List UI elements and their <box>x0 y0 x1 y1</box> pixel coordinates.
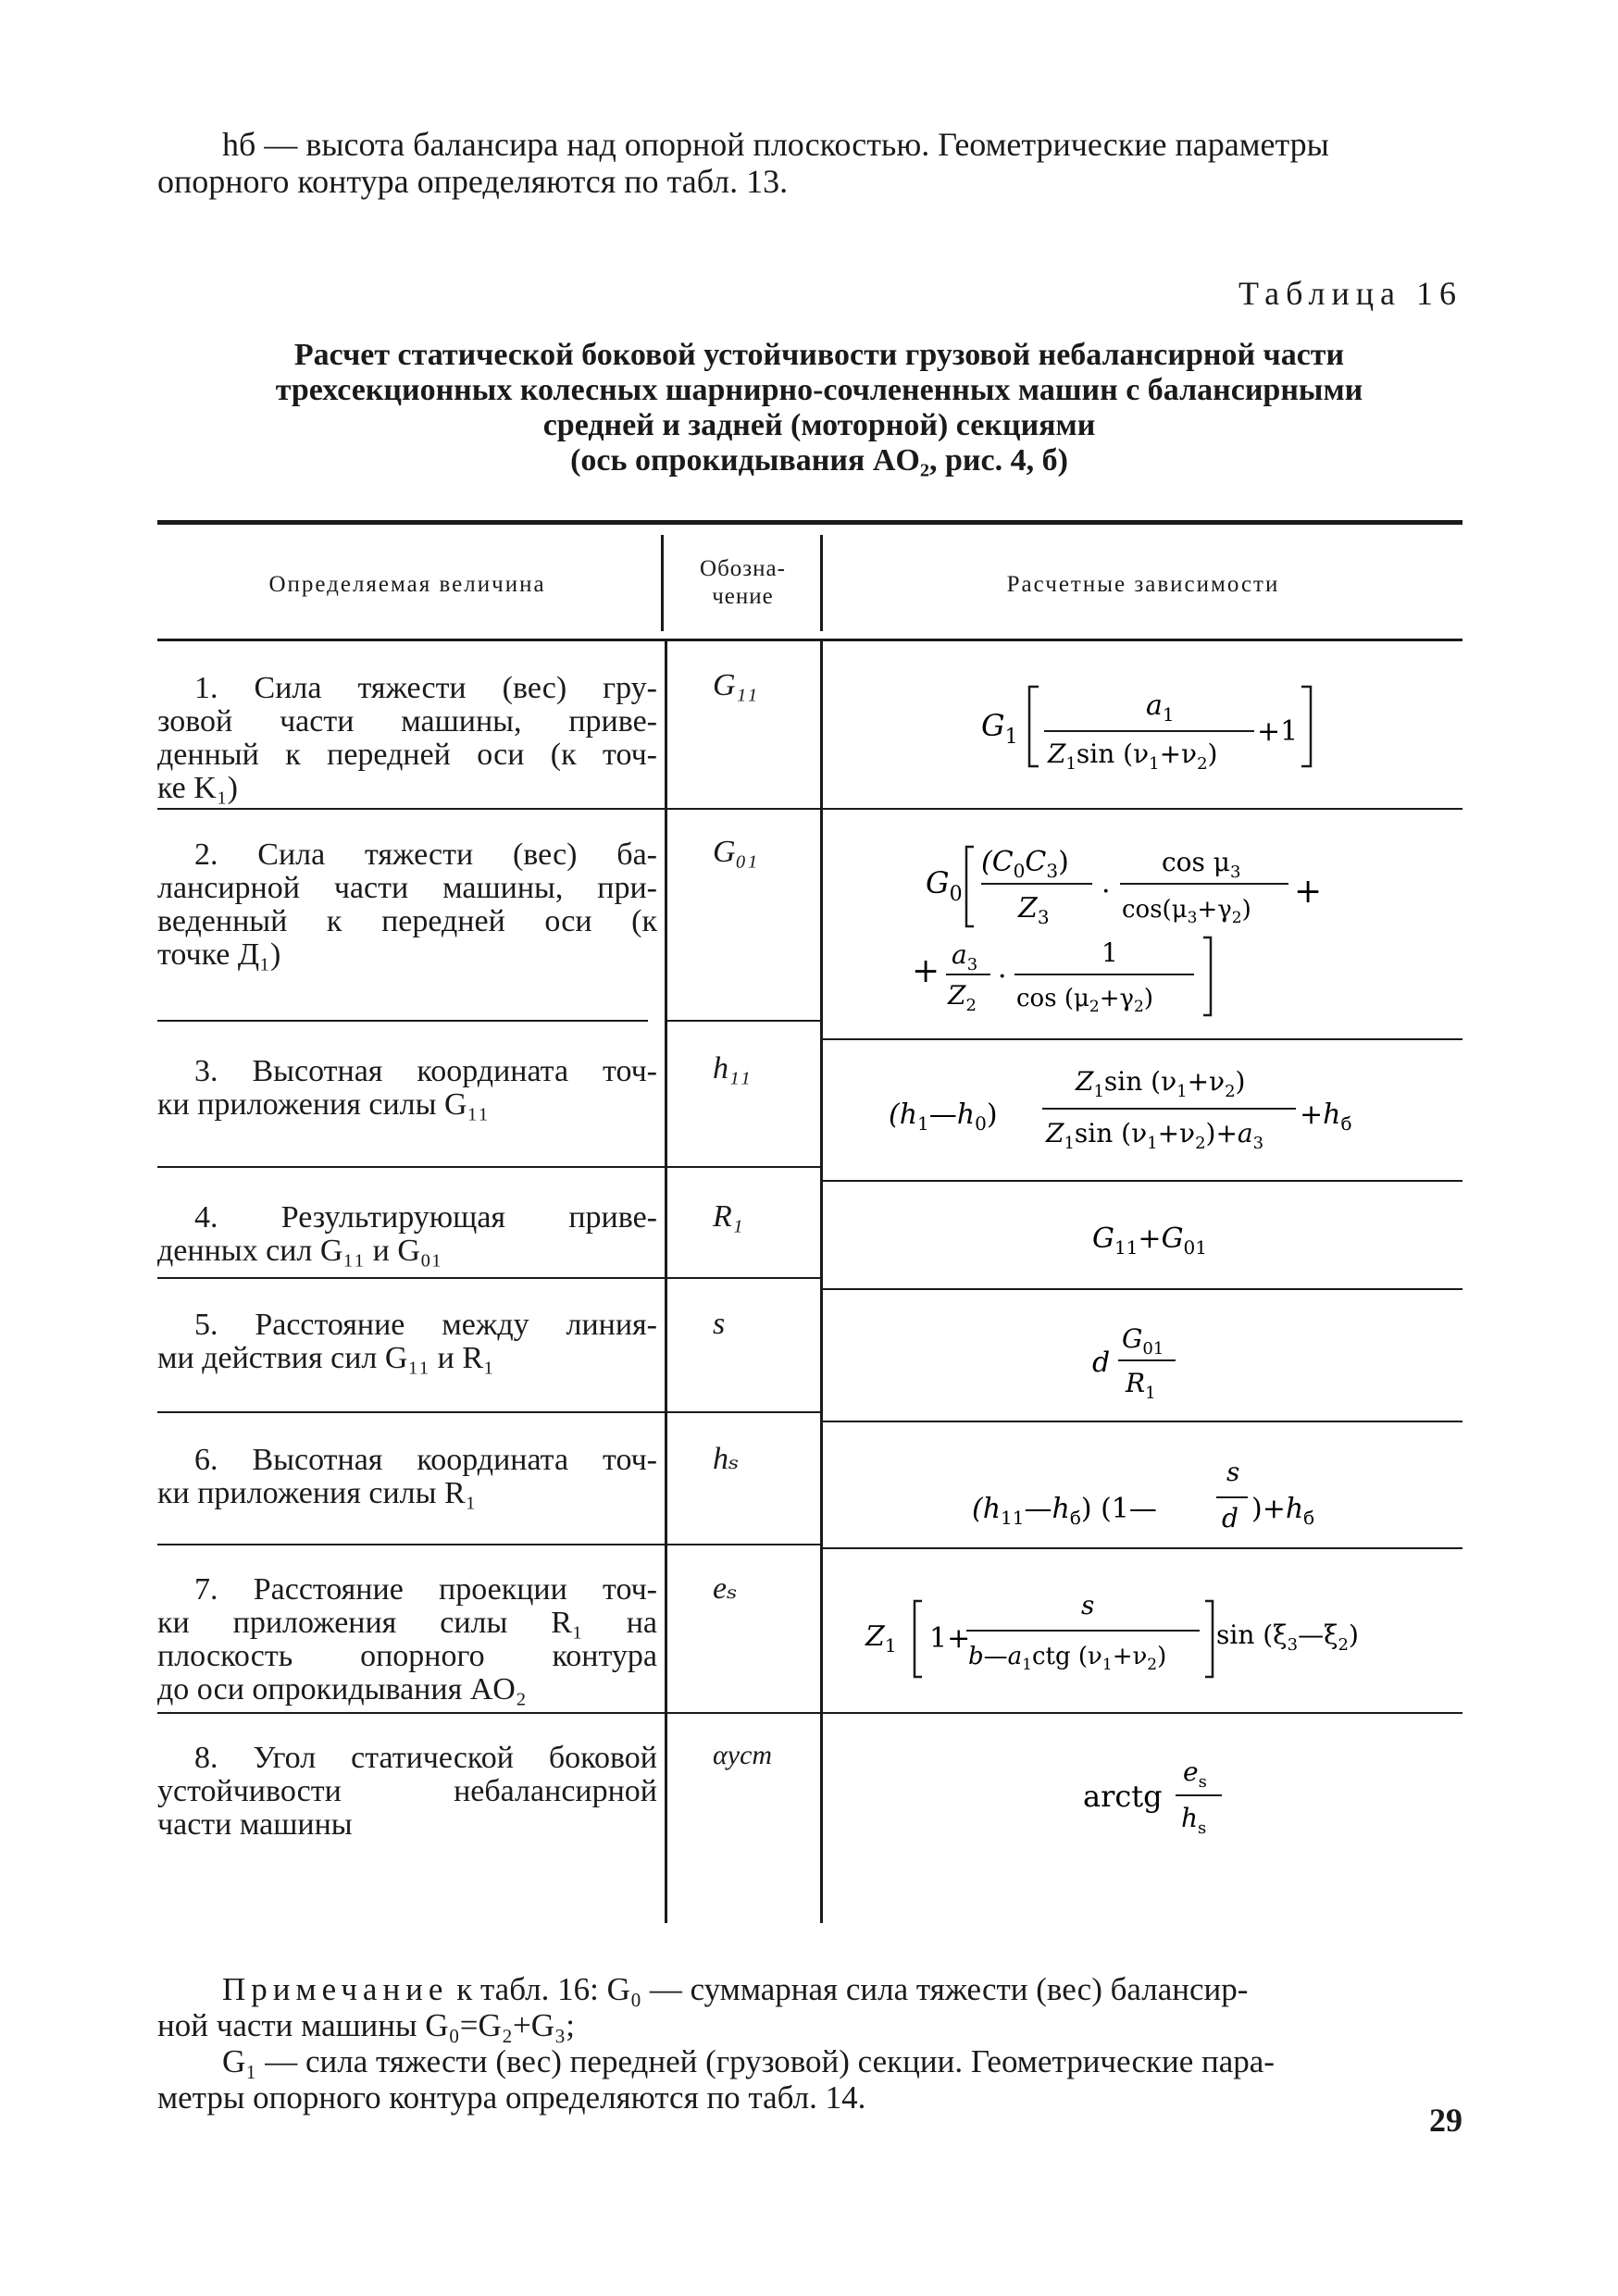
row-rule-sym <box>665 1277 820 1279</box>
row-3-formula <box>833 1055 1462 1166</box>
caption-line-4: (ось опрокидывания AO₂, рис. 4, б) <box>570 443 1068 478</box>
row-2-line: лансирной части машины, при- <box>157 871 657 905</box>
svg-text:+: + <box>912 952 940 990</box>
column-divider-2 <box>820 641 823 1923</box>
table-note <box>157 1971 1462 2116</box>
row-rule-sym <box>665 1020 820 1022</box>
row-rule-sym <box>665 1166 820 1168</box>
row-2-symbol: G₀₁ <box>713 835 758 869</box>
header-symbol-line-1: Обозна- <box>700 556 786 581</box>
header-formula: Расчетные зависимости <box>1006 572 1280 597</box>
note-text-1: к табл. 16: G₀ — суммарная сила тяжести (вес) балансир- <box>448 1971 1249 2007</box>
row-4-symbol: R₁ <box>713 1199 743 1234</box>
svg-text:Z1sin (ν1+ν2)+a3: $Z_1\sin$ $(\nu_1+\nu_2)+a_3$ <box>1046 1118 1264 1153</box>
row-3-line: 3. Высотная координата точ- <box>194 1054 657 1088</box>
row-6-symbol: hₛ <box>713 1442 740 1476</box>
svg-text:Z2: $Z_2$ <box>948 980 977 1015</box>
caption-line-3: средней и задней (моторной) секциями <box>542 408 1096 442</box>
row-2-line: 2. Сила тяжести (вес) ба- <box>194 838 657 872</box>
svg-text:Z1sin (ν1+ν2): $Z_1\sin$ $(\nu_1+\nu_2)$ <box>1048 738 1218 774</box>
row-8-formula-graphic <box>833 1740 1462 1851</box>
row-7-description <box>157 1573 657 1706</box>
row-1-symbol: G₁₁ <box>713 668 758 702</box>
svg-text:hs: $h_s$ <box>1181 1803 1207 1838</box>
svg-text:arctg: arctg <box>1083 1779 1163 1814</box>
svg-text:a1: $a_1$ <box>1146 689 1175 726</box>
svg-text:d: d <box>1222 1503 1238 1533</box>
row-1-line: ке K₁) <box>157 771 238 805</box>
table-top-rule <box>157 520 1462 525</box>
svg-text:1: 1 <box>1101 937 1118 968</box>
svg-text:R1: $R_1$ <box>1126 1368 1156 1403</box>
svg-text:a3: $a_3$ <box>952 939 978 974</box>
svg-text:Z1sin (ν1+ν2): $Z_1\sin$ $(\nu_1+\nu_2)$ <box>1076 1066 1246 1101</box>
svg-text:(h1—h0): $(h_1—h_0)$ <box>889 1098 998 1135</box>
row-rule-formula <box>820 1712 1462 1714</box>
row-6-line: 6. Высотная координата точ- <box>194 1443 657 1477</box>
row-3-formula-graphic <box>833 1055 1462 1166</box>
row-2-description <box>157 838 657 972</box>
row-4-line: 4. Результирующая приве- <box>194 1200 657 1235</box>
row-8-line: 8. Угол статической боковой <box>194 1741 657 1775</box>
row-1-line: зовой части машины, приве- <box>157 704 657 738</box>
svg-text:(C0C3): $(C_0C_3)$ <box>981 846 1069 882</box>
row-rule-desc <box>157 1277 665 1279</box>
row-7-line: ки приложения силы R₁ на <box>157 1606 657 1640</box>
row-5-line: ми действия сил G₁₁ и R₁ <box>157 1341 494 1375</box>
svg-text:+: + <box>1294 873 1323 911</box>
row-rule-desc <box>157 1712 665 1714</box>
row-6-description <box>157 1444 657 1510</box>
svg-text:cos μ3: $\cos \mu_3$ <box>1162 847 1241 882</box>
header-divider-2 <box>820 535 823 631</box>
row-6-formula <box>833 1434 1462 1545</box>
svg-text:d: d <box>1092 1347 1111 1379</box>
header-symbol-line-2: чение <box>712 584 774 609</box>
row-3-line: ки приложения силы G₁₁ <box>157 1087 490 1122</box>
table-caption <box>176 338 1462 478</box>
row-rule-formula <box>820 1547 1462 1549</box>
svg-text:G11+G01: $G_{11}+G_{01}$ <box>1092 1222 1207 1259</box>
svg-text:G01: $G_{01}$ <box>1122 1323 1164 1359</box>
row-7-formula-graphic <box>833 1573 1462 1684</box>
row-2-line: веденный к передней оси (к <box>157 904 657 938</box>
caption-line-2: трехсекционных колесных шарнирно-сочлененных машин с балансирными <box>275 373 1363 407</box>
row-rule-desc <box>157 1166 665 1168</box>
row-6-line: ки приложения силы R₁ <box>157 1476 477 1510</box>
row-7-formula <box>833 1573 1462 1684</box>
note-line-1 <box>157 1971 1462 2007</box>
row-rule-formula <box>820 1038 1462 1040</box>
row-rule-formula <box>820 1180 1462 1182</box>
row-rule-desc <box>157 1544 665 1545</box>
note-line-4: метры опорного контура определяются по табл. 14. <box>157 2079 866 2116</box>
row-rule-formula <box>820 808 1462 810</box>
svg-text:+1: +1 <box>1257 715 1299 748</box>
row-5-formula <box>833 1305 1462 1416</box>
svg-text:Z1: $Z_1$ <box>865 1620 897 1657</box>
row-2-formula-graphic <box>833 826 1462 1021</box>
row-1-line: 1. Сила тяжести (вес) гру- <box>194 671 657 705</box>
intro-line-2: опорного контура определяются по табл. 13. <box>157 163 789 200</box>
row-4-formula-graphic <box>833 1203 1462 1268</box>
row-5-symbol: s <box>713 1307 726 1341</box>
row-rule-sym <box>665 1712 820 1714</box>
svg-text:G0: $G_0$ <box>926 865 963 906</box>
row-1-formula <box>833 666 1462 787</box>
svg-text:(h11—hб) (1—: $(h_{11}—h_б)$ (1— <box>972 1493 1157 1529</box>
svg-text:s: s <box>1081 1590 1095 1620</box>
row-rule-sym <box>665 1411 820 1413</box>
header-symbol <box>671 555 815 611</box>
row-4-line: денных сил G₁₁ и G₀₁ <box>157 1234 442 1268</box>
svg-text:+hб: $+h_б$ <box>1300 1098 1352 1135</box>
intro-paragraph <box>157 126 1462 200</box>
page-number: 29 <box>1429 2102 1462 2139</box>
row-rule-sym <box>665 1544 820 1545</box>
row-rule-formula <box>820 1421 1462 1422</box>
svg-text:·: · <box>998 961 1007 993</box>
row-8-description <box>157 1742 657 1842</box>
row-8-line: устойчивости небалансирной <box>157 1774 657 1808</box>
row-7-line: 7. Расстояние проекции точ- <box>194 1572 657 1607</box>
row-5-description <box>157 1309 657 1375</box>
row-6-formula-graphic <box>833 1434 1462 1545</box>
row-8-symbol: αуст <box>713 1740 773 1770</box>
svg-text:es: $e_s$ <box>1183 1756 1207 1792</box>
svg-text:·: · <box>1101 875 1111 908</box>
row-7-line: плоскость опорного контура <box>157 1639 657 1673</box>
svg-text:cos(μ3+γ2): $\cos(\mu_3+\gamma_2)$ <box>1122 896 1251 927</box>
note-label: Примечание <box>222 1971 449 2007</box>
row-rule-formula <box>820 1288 1462 1290</box>
row-7-line: до оси опрокидывания AO₂ <box>157 1672 527 1706</box>
row-7-symbol: eₛ <box>713 1571 738 1606</box>
row-2-line: точке Д₁) <box>157 937 281 972</box>
row-2-formula <box>833 826 1462 1021</box>
row-rule-sym <box>665 808 820 810</box>
row-3-symbol: h₁₁ <box>713 1051 751 1086</box>
row-8-line: части машины <box>157 1807 353 1842</box>
row-3-description <box>157 1055 657 1122</box>
row-1-line: денный к передней оси (к точ- <box>157 738 657 772</box>
note-line-3: G₁ — сила тяжести (вес) передней (грузовой) секции. Геометрические пара- <box>222 2043 1275 2079</box>
header-quantity: Определяемая величина <box>268 572 546 597</box>
row-1-formula-graphic <box>833 666 1462 787</box>
row-rule-desc <box>157 1020 648 1022</box>
intro-line-1: hб — высота балансира над опорной плоскостью. Геометрические параметры <box>222 126 1329 163</box>
caption-line-1: Расчет статической боковой устойчивости грузовой небалансирной части <box>293 338 1345 372</box>
svg-text:sin (ξ3—ξ2): $\sin (\xi_3—\xi_2)$ <box>1216 1620 1359 1655</box>
table-header-rule <box>157 639 1462 641</box>
svg-text:cos (μ2+γ2): $\cos (\mu_2+\gamma_2)$ <box>1016 985 1154 1016</box>
svg-text:)+hб: )$+h_б$ <box>1251 1493 1315 1529</box>
svg-text:b—a1ctg (ν1+ν2): $b—a_1ctg$ $(\nu_1+\nu_2)$ <box>968 1643 1167 1674</box>
row-4-description <box>157 1201 657 1268</box>
svg-text:s: s <box>1226 1457 1240 1487</box>
svg-text:Z3: $Z_3$ <box>1018 892 1050 928</box>
row-8-formula <box>833 1740 1462 1851</box>
row-rule-desc <box>157 1411 665 1413</box>
svg-text:G1: $G_1$ <box>981 708 1018 749</box>
row-4-formula <box>833 1203 1462 1268</box>
row-5-formula-graphic <box>833 1305 1462 1416</box>
svg-text:1+: 1+ <box>929 1622 971 1655</box>
table-label: Таблица 16 <box>1238 275 1462 312</box>
row-5-line: 5. Расстояние между линия- <box>194 1308 657 1342</box>
row-rule-desc <box>157 808 665 810</box>
header-divider-1 <box>661 535 664 631</box>
row-1-description <box>157 672 657 805</box>
note-line-2: ной части машины G₀=G₂+G₃; <box>157 2007 575 2043</box>
column-divider-1 <box>665 641 667 1923</box>
